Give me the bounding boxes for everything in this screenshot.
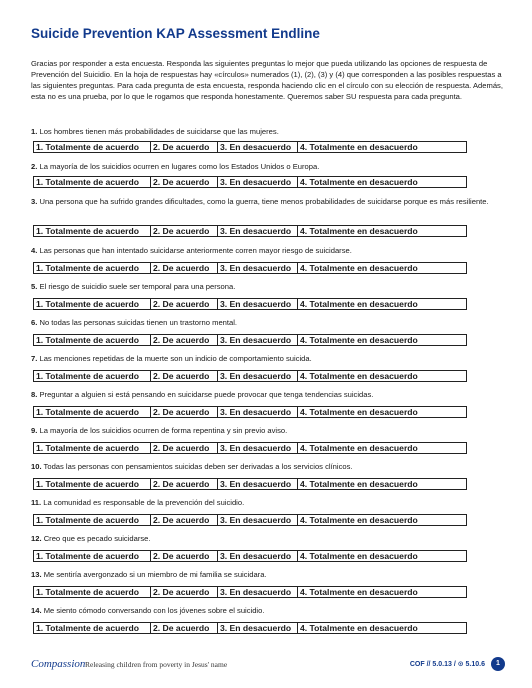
question-number: 2.	[31, 162, 38, 171]
question-text	[31, 354, 501, 364]
answer-options-row	[33, 406, 467, 418]
answer-option-1[interactable]: 1. Totalmente de acuerdo	[34, 177, 151, 187]
answer-options-row	[33, 176, 467, 188]
question-number: 11.	[31, 498, 42, 507]
answer-option-2[interactable]: 2. De acuerdo	[151, 623, 218, 633]
answer-option-1[interactable]: 1. Totalmente de acuerdo	[34, 443, 151, 453]
answer-option-3[interactable]: 3. En desacuerdo	[218, 177, 298, 187]
answer-option-3[interactable]: 3. En desacuerdo	[218, 371, 298, 381]
answer-option-2[interactable]: 2. De acuerdo	[151, 371, 218, 381]
question-label: Todas las personas con pensamientos suicidas deben ser derivadas a los servicios clínicos.	[43, 462, 353, 471]
question-number: 10.	[31, 462, 42, 471]
question-number: 8.	[31, 390, 38, 399]
answer-options-row	[33, 141, 467, 153]
footer	[31, 656, 505, 678]
answer-option-3[interactable]: 3. En desacuerdo	[218, 299, 298, 309]
question-label: El riesgo de suicidio suele ser temporal para una persona.	[39, 282, 236, 291]
question-text	[31, 462, 501, 472]
answer-options-row	[33, 225, 467, 237]
answer-option-4[interactable]: 4. Totalmente en desacuerdo	[300, 479, 418, 489]
question-number: 14.	[31, 606, 42, 615]
answer-options-row	[33, 622, 467, 634]
document-code: COF // 5.0.13 / ⊙ 5.10.6	[409, 661, 485, 668]
answer-option-1[interactable]: 1. Totalmente de acuerdo	[34, 142, 151, 152]
answer-option-2[interactable]: 2. De acuerdo	[151, 587, 218, 597]
answer-option-3[interactable]: 3. En desacuerdo	[218, 587, 298, 597]
answer-option-3[interactable]: 3. En desacuerdo	[218, 407, 298, 417]
answer-options-row	[33, 514, 467, 526]
answer-option-1[interactable]: 1. Totalmente de acuerdo	[34, 479, 151, 489]
answer-option-3[interactable]: 3. En desacuerdo	[218, 142, 298, 152]
question-text	[31, 127, 501, 137]
question-number: 13.	[31, 570, 42, 579]
question-text	[31, 197, 501, 207]
question-number: 6.	[31, 318, 38, 327]
question-number: 12.	[31, 534, 42, 543]
answer-option-4[interactable]: 4. Totalmente en desacuerdo	[300, 226, 418, 236]
question-text	[31, 390, 501, 400]
question-label: Me siento cómodo conversando con los jóvenes sobre el suicidio.	[43, 606, 265, 615]
question-label: La mayoría de los suicidios ocurren en lugares como los Estados Unidos o Europa.	[39, 162, 320, 171]
answer-option-1[interactable]: 1. Totalmente de acuerdo	[34, 587, 151, 597]
answer-options-row	[33, 550, 467, 562]
answer-option-2[interactable]: 2. De acuerdo	[151, 551, 218, 561]
question-text	[31, 570, 501, 580]
intro-paragraph: Gracias por responder a esta encuesta. Responda las siguientes preguntas lo mejor que pueda utilizando las opciones de respuesta de Prevención del Suicidio. En la hoja de respuestas hay «círculos» numerados (1), (2), (3) y (4) que corresponden a las posibles respuestas a las siguientes preguntas. Para cada pregunta de esta encuesta, responda haciendo clic en el círculo con su elección de respuesta. Además, esta no es una prueba, por lo que le rogamos que responda honestamente. Queremos saber SU respuesta para cada pregunta.	[31, 59, 503, 101]
answer-options-row	[33, 442, 467, 454]
answer-option-1[interactable]: 1. Totalmente de acuerdo	[34, 263, 151, 273]
answer-option-4[interactable]: 4. Totalmente en desacuerdo	[300, 623, 418, 633]
question-label: Creo que es pecado suicidarse.	[43, 534, 151, 543]
answer-option-2[interactable]: 2. De acuerdo	[151, 142, 218, 152]
answer-option-3[interactable]: 3. En desacuerdo	[218, 263, 298, 273]
question-label: Las menciones repetidas de la muerte son un indicio de comportamiento suicida.	[39, 354, 312, 363]
answer-option-4[interactable]: 4. Totalmente en desacuerdo	[300, 551, 418, 561]
answer-option-1[interactable]: 1. Totalmente de acuerdo	[34, 407, 151, 417]
answer-options-row	[33, 262, 467, 274]
answer-option-4[interactable]: 4. Totalmente en desacuerdo	[300, 515, 418, 525]
question-text	[31, 534, 501, 544]
question-number: 7.	[31, 354, 38, 363]
question-label: No todas las personas suicidas tienen un trastorno mental.	[39, 318, 238, 327]
answer-option-4[interactable]: 4. Totalmente en desacuerdo	[300, 299, 418, 309]
document-title: Suicide Prevention KAP Assessment Endline	[31, 26, 320, 41]
question-label: Me sentiría avergonzado si un miembro de mi familia se suicidara.	[43, 570, 267, 579]
answer-options-row	[33, 478, 467, 490]
answer-option-4[interactable]: 4. Totalmente en desacuerdo	[300, 371, 418, 381]
question-text	[31, 606, 501, 616]
answer-option-2[interactable]: 2. De acuerdo	[151, 515, 218, 525]
answer-option-2[interactable]: 2. De acuerdo	[151, 299, 218, 309]
footer-tagline: Releasing children from poverty in Jesus' name	[85, 660, 228, 669]
answer-options-row	[33, 334, 467, 346]
answer-option-4[interactable]: 4. Totalmente en desacuerdo	[300, 177, 418, 187]
answer-option-3[interactable]: 3. En desacuerdo	[218, 515, 298, 525]
question-label: Los hombres tienen más probabilidades de suicidarse que las mujeres.	[39, 127, 279, 136]
answer-options-row	[33, 298, 467, 310]
answer-option-3[interactable]: 3. En desacuerdo	[218, 623, 298, 633]
answer-option-2[interactable]: 2. De acuerdo	[151, 335, 218, 345]
answer-option-2[interactable]: 2. De acuerdo	[151, 263, 218, 273]
answer-option-2[interactable]: 2. De acuerdo	[151, 443, 218, 453]
answer-option-1[interactable]: 1. Totalmente de acuerdo	[34, 515, 151, 525]
answer-option-4[interactable]: 4. Totalmente en desacuerdo	[300, 587, 418, 597]
question-text	[31, 426, 501, 436]
question-label: Las personas que han intentado suicidarse anteriormente corren mayor riesgo de suicidarse.	[39, 246, 352, 255]
answer-options-row	[33, 586, 467, 598]
compassion-logo: Compassion	[31, 658, 86, 670]
answer-option-2[interactable]: 2. De acuerdo	[151, 407, 218, 417]
answer-option-1[interactable]: 1. Totalmente de acuerdo	[34, 371, 151, 381]
answer-option-3[interactable]: 3. En desacuerdo	[218, 226, 298, 236]
answer-option-4[interactable]: 4. Totalmente en desacuerdo	[300, 142, 418, 152]
question-text	[31, 498, 501, 508]
answer-option-3[interactable]: 3. En desacuerdo	[218, 479, 298, 489]
answer-option-1[interactable]: 1. Totalmente de acuerdo	[34, 623, 151, 633]
answer-option-3[interactable]: 3. En desacuerdo	[218, 335, 298, 345]
question-number: 9.	[31, 426, 38, 435]
answer-options-row	[33, 370, 467, 382]
question-number: 3.	[31, 197, 38, 206]
answer-option-1[interactable]: 1. Totalmente de acuerdo	[34, 335, 151, 345]
question-label: Una persona que ha sufrido grandes dificultades, como la guerra, tiene menos probabilidades de suicidarse porque es más resiliente.	[39, 197, 489, 206]
answer-option-2[interactable]: 2. De acuerdo	[151, 226, 218, 236]
answer-option-4[interactable]: 4. Totalmente en desacuerdo	[300, 335, 418, 345]
answer-option-1[interactable]: 1. Totalmente de acuerdo	[34, 226, 151, 236]
answer-option-1[interactable]: 1. Totalmente de acuerdo	[34, 299, 151, 309]
answer-option-2[interactable]: 2. De acuerdo	[151, 177, 218, 187]
page-number-badge: 1	[491, 657, 505, 671]
question-number: 5.	[31, 282, 38, 291]
question-label: Preguntar a alguien si está pensando en suicidarse puede provocar que tenga tendencias suicidas.	[39, 390, 374, 399]
question-label: La comunidad es responsable de la prevención del suicidio.	[43, 498, 245, 507]
question-number: 4.	[31, 246, 38, 255]
answer-option-4[interactable]: 4. Totalmente en desacuerdo	[300, 263, 418, 273]
answer-option-2[interactable]: 2. De acuerdo	[151, 479, 218, 489]
answer-option-3[interactable]: 3. En desacuerdo	[218, 443, 298, 453]
answer-option-4[interactable]: 4. Totalmente en desacuerdo	[300, 443, 418, 453]
answer-option-1[interactable]: 1. Totalmente de acuerdo	[34, 551, 151, 561]
question-text	[31, 282, 501, 292]
question-text	[31, 246, 501, 256]
question-text	[31, 318, 501, 328]
question-text	[31, 162, 501, 172]
question-number: 1.	[31, 127, 38, 136]
answer-option-3[interactable]: 3. En desacuerdo	[218, 551, 298, 561]
question-label: La mayoría de los suicidios ocurren de forma repentina y sin previo aviso.	[39, 426, 288, 435]
answer-option-4[interactable]: 4. Totalmente en desacuerdo	[300, 407, 418, 417]
